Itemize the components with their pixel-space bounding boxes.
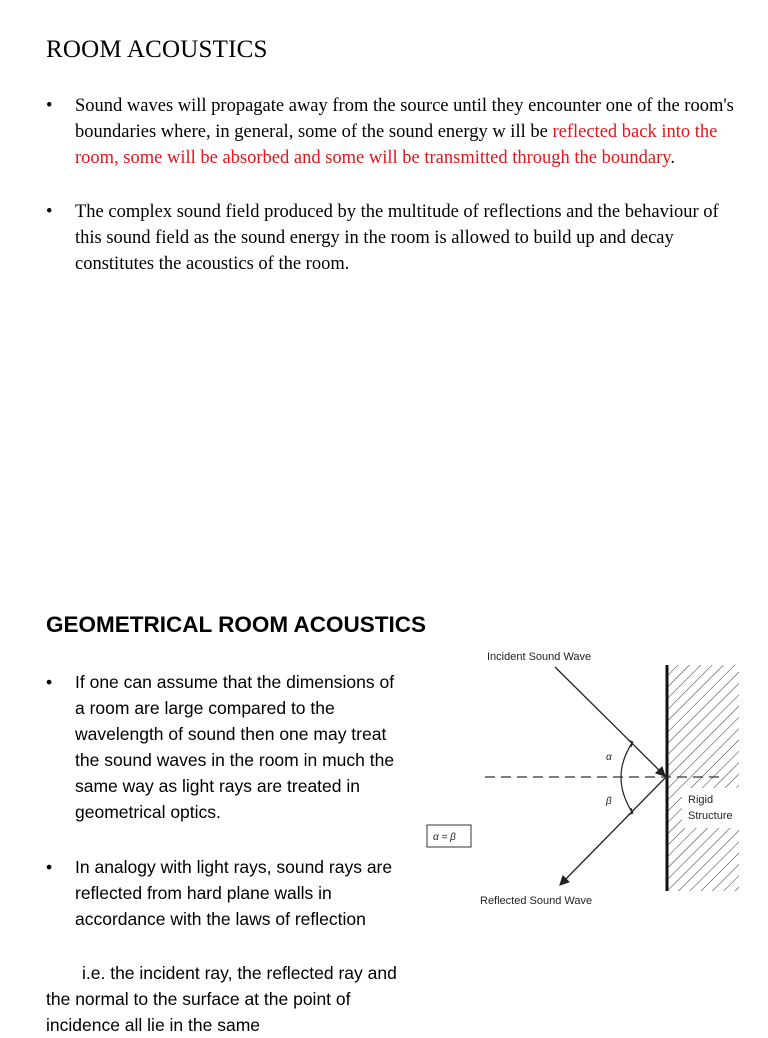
beta-label: β: [606, 796, 612, 807]
reflection-diagram: [420, 640, 760, 920]
structure-label-structure: Structure: [688, 810, 733, 822]
bullet-item: [46, 93, 746, 171]
continuation-text-content: i.e. the incident ray, the reflected ray and the normal to the surface at the point of incidence all lie in the same: [46, 963, 397, 1035]
bullet-item: [46, 669, 406, 825]
equation-label: α = β: [433, 832, 456, 843]
bullet-text: If one can assume that the dimensions of a room are large compared to the wavelength of sound then one may treat the sound waves in the room in much the same way as light rays are treated in geometrical optics.: [75, 672, 395, 822]
bullet-marker: •: [46, 857, 53, 877]
bullet-marker: •: [46, 672, 53, 692]
bullet-text: [75, 93, 746, 171]
incident-label: Incident Sound Wave: [487, 651, 592, 663]
structure-label-rigid: Rigid: [688, 794, 714, 806]
bullet-item: [46, 199, 746, 277]
bullet-text-end: .: [670, 148, 675, 168]
continuation-text: [46, 960, 406, 1038]
alpha-label: α: [606, 752, 612, 763]
reflected-label: Reflected Sound Wave: [480, 895, 593, 907]
bullet-text: The complex sound field produced by the multitude of reflections and the behaviour of this sound field as the sound energy in the room is allowed to build up and decay constitutes the acoustics of the room.: [75, 202, 719, 274]
bullet-text: In analogy with light rays, sound rays are reflected from hard plane walls in accordance with the laws of reflection: [75, 857, 393, 929]
bullet-item: [46, 854, 406, 932]
reflected-ray: [560, 778, 665, 885]
bullet-text-plain: Sound waves will propagate away from the source until they encounter one of the room's boundaries where, in general, some of the sound energy w ill be: [75, 96, 734, 142]
section-title: ROOM ACOUSTICS: [46, 36, 268, 63]
section-title: GEOMETRICAL ROOM ACOUSTICS: [46, 612, 427, 637]
bullet-marker: •: [46, 96, 53, 116]
rigid-structure: [667, 665, 739, 891]
bullet-text-highlight: reflected back into the room, some will be absorbed and some will be transmitted through the boundary: [75, 122, 718, 168]
bullet-marker: •: [46, 202, 53, 222]
